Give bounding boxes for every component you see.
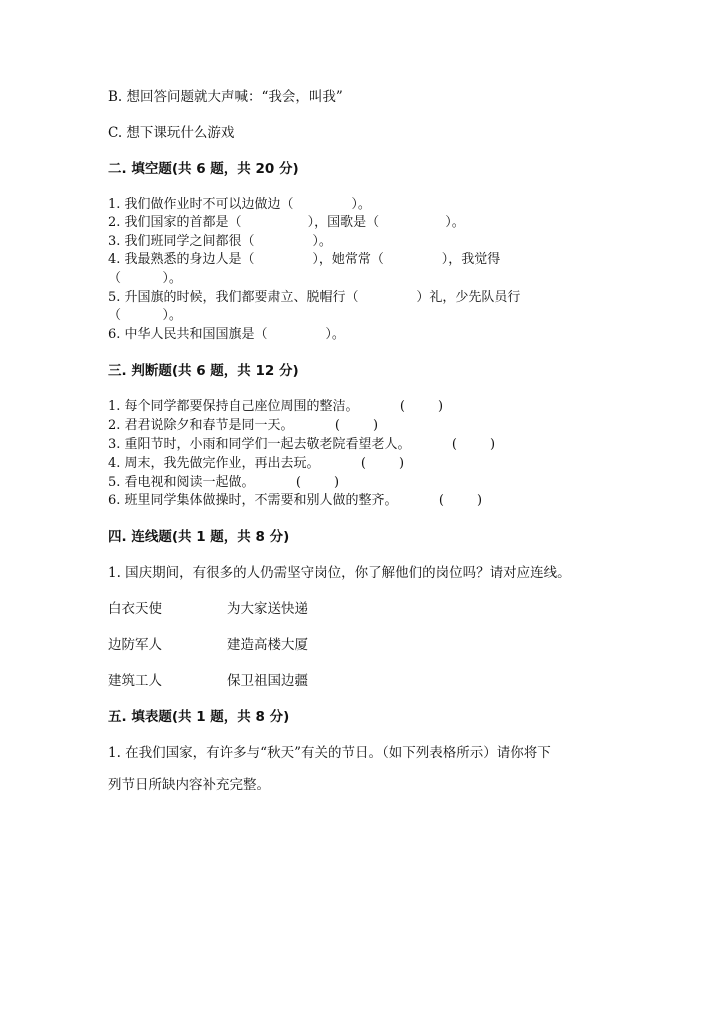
- matching-left-item: 建筑工人: [108, 673, 162, 689]
- judgement-line: 5. 看电视和阅读一起做。 ( ): [108, 475, 340, 490]
- choice-option-c: C. 想下课玩什么游戏: [108, 125, 235, 141]
- table-question-line: 列节日所缺内容补充完整。: [108, 777, 270, 793]
- judgement-line: 1. 每个同学都要保持自己座位周围的整洁。 ( ): [108, 399, 444, 414]
- fill-blank-line: （ ）。: [108, 308, 182, 323]
- section-title-fill-blank: 二. 填空题(共 6 题，共 20 分): [108, 161, 299, 177]
- section-title-matching: 四. 连线题(共 1 题，共 8 分): [108, 529, 290, 545]
- fill-blank-line: 5. 升国旗的时候，我们都要肃立、脱帽行（ ）礼，少先队员行: [108, 290, 521, 305]
- matching-left-item: 边防军人: [108, 637, 162, 653]
- section-title-table: 五. 填表题(共 1 题，共 8 分): [108, 709, 290, 725]
- choice-option-b: B. 想回答问题就大声喊：“我会，叫我”: [108, 89, 343, 105]
- judgement-line: 4. 周末，我先做完作业，再出去玩。 ( ): [108, 456, 405, 471]
- table-question-line: 1. 在我们国家，有许多与“秋天”有关的节日。（如下列表格所示）请你将下: [108, 745, 551, 761]
- matching-right-item: 为大家送快递: [227, 601, 308, 617]
- fill-blank-line: 6. 中华人民共和国国旗是（ ）。: [108, 327, 345, 342]
- judgement-line: 6. 班里同学集体做操时，不需要和别人做的整齐。 ( ): [108, 493, 483, 508]
- matching-right-item: 保卫祖国边疆: [227, 673, 308, 689]
- matching-right-item: 建造高楼大厦: [227, 637, 308, 653]
- fill-blank-line: 1. 我们做作业时不可以边做边（ ）。: [108, 197, 371, 212]
- judgement-line: 2. 君君说除夕和春节是同一天。 ( ): [108, 418, 379, 433]
- judgement-line: 3. 重阳节时，小雨和同学们一起去敬老院看望老人。 ( ): [108, 437, 496, 452]
- fill-blank-line: 4. 我最熟悉的身边人是（ ），她常常（ ），我觉得: [108, 252, 501, 267]
- matching-question: 1. 国庆期间，有很多的人仍需坚守岗位，你了解他们的岗位吗？请对应连线。: [108, 565, 571, 581]
- fill-blank-line: 2. 我们国家的首都是（ ），国歌是（ ）。: [108, 215, 465, 230]
- matching-left-item: 白衣天使: [108, 601, 162, 617]
- section-title-judgement: 三. 判断题(共 6 题，共 12 分): [108, 363, 299, 379]
- fill-blank-line: （ ）。: [108, 271, 182, 286]
- fill-blank-line: 3. 我们班同学之间都很（ ）。: [108, 234, 332, 249]
